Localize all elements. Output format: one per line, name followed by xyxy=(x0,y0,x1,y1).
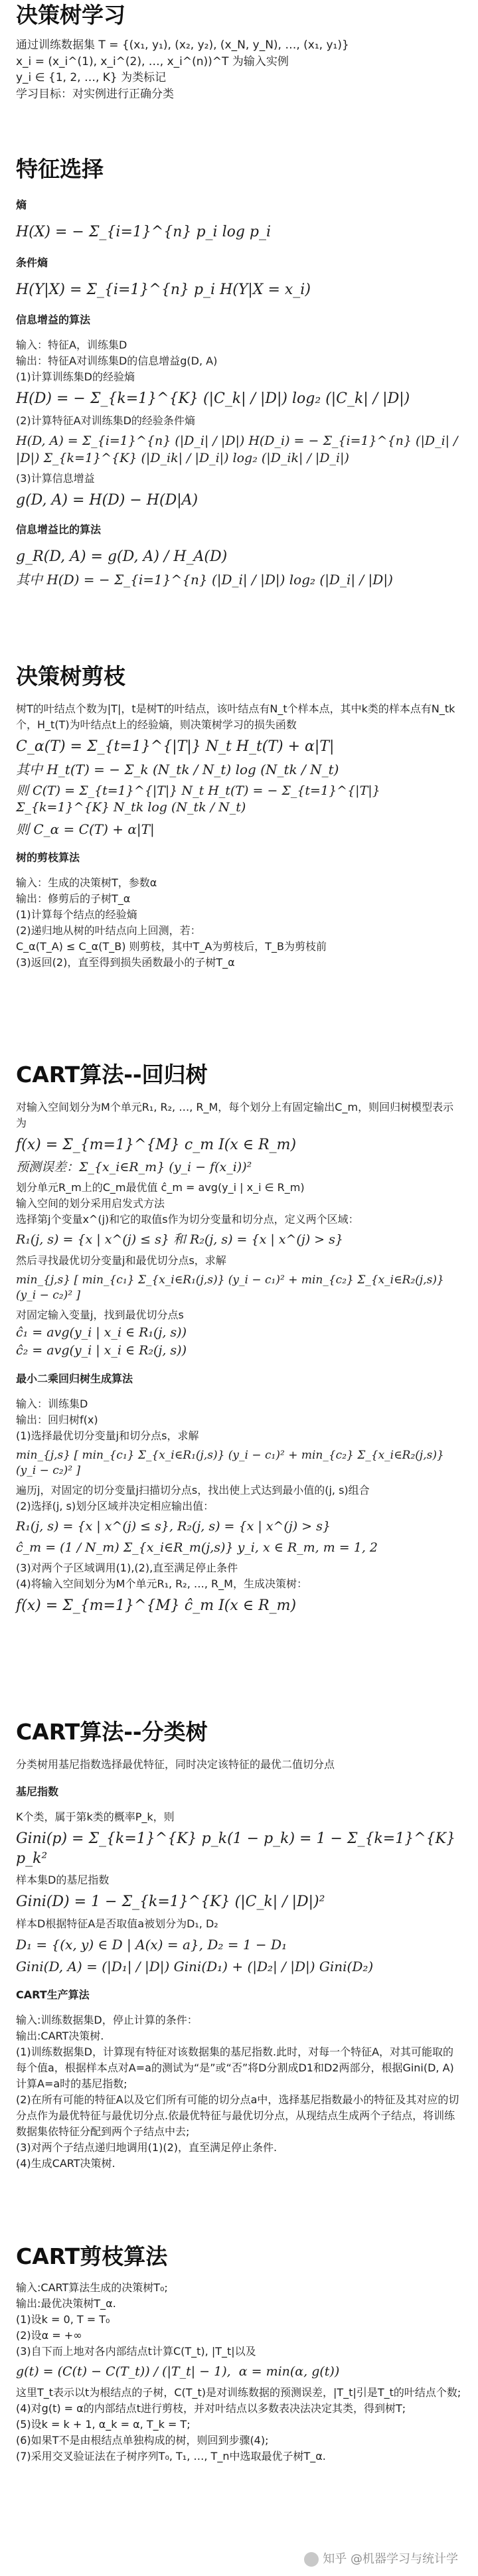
text-line: 选择第j个变量x^(j)和它的取值s作为切分变量和切分点，定义两个区域： xyxy=(16,1213,359,1226)
formula: g(D, A) = H(D) − H(D|A) xyxy=(16,492,199,509)
text-line: 输入空间的划分采用启发式方法 xyxy=(16,1197,165,1210)
formula: H(X) = − Σ_{i=1}^{n} p_i log p_i xyxy=(16,223,272,240)
formula: H(D) = − Σ_{k=1}^{K} (|C_k| / |D|) log₂ (|C_k| / |D|) xyxy=(16,390,410,408)
section-cart-pruning xyxy=(16,2244,462,2464)
text-line: 学习目标：对实例进行正确分类 xyxy=(16,87,174,101)
watermark-text: 知乎 @机器学习与统计学 xyxy=(323,2552,458,2566)
section-cart-classification xyxy=(16,1720,462,2172)
formula: H(Y|X) = Σ_{i=1}^{n} p_i H(Y|X = x_i) xyxy=(16,281,311,298)
formula: min_{j,s} [ min_{c₁} Σ_{x_i∈R₁(j,s)} (y_i − c₁)² + min_{c₂} Σ_{x_i∈R₂(j,s)} (y_i − c₂)² ] xyxy=(16,1449,448,1477)
text-line: 输出:最优决策树T_α. xyxy=(16,2296,116,2310)
formula: ĉ_m = (1 / N_m) Σ_{x_i∈R_m(j,s)} y_i, x ∈ R_m, m = 1, 2 xyxy=(16,1540,378,1555)
formula: ĉ₁ = avg(y_i | x_i ∈ R₁(j, s)) xyxy=(16,1325,187,1340)
formula: Gini(D) = 1 − Σ_{k=1}^{K} (|C_k| / |D|)² xyxy=(16,1893,325,1911)
section-cart-regression xyxy=(16,1062,462,1620)
section-title: 特征选择 xyxy=(16,156,104,182)
text-line: (3)返回(2)，直至得到损失函数最小的子树T_α xyxy=(16,955,235,969)
text-line: (2)计算特征A对训练集D的经验条件熵 xyxy=(16,414,195,427)
text-line: 输入：特征A，训练集D xyxy=(16,339,127,352)
formula: Gini(p) = Σ_{k=1}^{K} p_k(1 − p_k) = 1 − Σ_{k=1}^{K} p_k² xyxy=(16,1830,461,1867)
section-pruning xyxy=(16,664,462,971)
formula: C_α(T) = Σ_{t=1}^{|T|} N_t H_t(T) + α|T| xyxy=(16,738,335,755)
text-line: 通过训练数据集 T = {(x₁, y₁), (x₂, y₂), (x_N, y_N), …, (x₁, y₁)} xyxy=(16,38,349,52)
section-title: CART算法--回归树 xyxy=(16,1062,208,1087)
section-title: 决策树学习 xyxy=(16,2,125,28)
paragraph: 对输入空间划分为M个单元R₁, R₂, …, R_M，每个划分上有固定输出C_m，则回归树模型表示为 xyxy=(16,1100,454,1129)
formula: g_R(D, A) = g(D, A) / H_A(D) xyxy=(16,548,228,565)
subheading: 信息增益的算法 xyxy=(16,313,91,327)
text-line: 分类树用基尼指数选择最优特征，同时决定该特征的最优二值切分点 xyxy=(16,1757,335,1771)
section-title: CART算法--分类树 xyxy=(16,1719,208,1745)
formula: 预测误差：Σ_{x_i∈R_m} (y_i − f(x_i))² xyxy=(16,1159,252,1174)
formula: Gini(D, A) = (|D₁| / |D|) Gini(D₁) + (|D₂| / |D|) Gini(D₂) xyxy=(16,1959,374,1974)
text-line: (5)设k = k + 1, α_k = α, T_k = T; xyxy=(16,2417,191,2431)
formula: H(D, A) = Σ_{i=1}^{n} (|D_i| / |D|) H(D_i) = − Σ_{i=1}^{n} (|D_i| / |D|) Σ_{k=1}^{K} (|D_ik| / |D_i|) log₂ (|D_ik| / |D_i|) xyxy=(16,434,462,465)
formula: 则 C_α = C(T) + α|T| xyxy=(16,821,155,837)
section-feature-selection xyxy=(16,157,462,593)
formula: D₁ = {(x, y) ∈ D | A(x) = a}, D₂ = 1 − D₁ xyxy=(16,1937,287,1953)
subheading: 条件熵 xyxy=(16,256,48,269)
text-line: 输出：修剪后的子树T_α xyxy=(16,892,131,905)
text-line: 对固定输入变量j，找到最优切分点s xyxy=(16,1308,184,1321)
text-line: (7)采用交叉验证法在子树序列T₀, T₁, …, T_n中选取最优子树T_α. xyxy=(16,2449,326,2462)
text-line: x_i = (x_i^(1), x_i^(2), …, x_i^(n))^T 为输入实例 xyxy=(16,54,289,68)
text-line: (2)选择(j, s)划分区域并决定相应输出值： xyxy=(16,1499,214,1512)
subheading: 基尼指数 xyxy=(16,1785,59,1798)
text-line: 输出:CART决策树. xyxy=(16,2030,104,2042)
formula: 其中 H(D) = − Σ_{i=1}^{n} (|D_i| / |D|) log₂ (|D_i| / |D|) xyxy=(16,571,393,588)
text-line: 划分单元R_m上的C_m最优值 ĉ_m = avg(y_i | x_i ∈ R_m) xyxy=(16,1181,305,1194)
formula: f(x) = Σ_{m=1}^{M} c_m I(x ∈ R_m) xyxy=(16,1136,297,1153)
subheading: 树的剪枝算法 xyxy=(16,850,80,864)
subheading: 信息增益比的算法 xyxy=(16,523,102,536)
section-title: 决策树剪枝 xyxy=(16,663,125,689)
text-line: 样本D根据特征A是否取值a被划分为D₁, D₂ xyxy=(16,1917,218,1930)
text-line: K个类，属于第k类的概率P_k，则 xyxy=(16,1810,175,1823)
text-line: (1)计算训练集D的经验熵 xyxy=(16,370,135,384)
formula: f(x) = Σ_{m=1}^{M} ĉ_m I(x ∈ R_m) xyxy=(16,1597,297,1615)
text-line: (2)递归地从树的叶结点向上回测，若： xyxy=(16,924,201,937)
text-line: C_α(T_A) ≤ C_α(T_B) 则剪枝，其中T_A为剪枝后，T_B为剪枝前 xyxy=(16,939,327,953)
subheading: 熵 xyxy=(16,198,27,211)
formula: R₁(j, s) = {x | x^(j) ≤ s}, R₂(j, s) = {x | x^(j) > s} xyxy=(16,1518,331,1534)
text-line: (1)选择最优切分变量j和切分点s，求解 xyxy=(16,1429,199,1443)
text-line: (6)如果T不是由根结点单独构成的树，则回到步骤(4); xyxy=(16,2433,269,2447)
text-line: 输入：训练集D xyxy=(16,1398,88,1411)
text-line: 输出：回归树f(x) xyxy=(16,1413,98,1427)
text-line: (1)设k = 0, T = T₀ xyxy=(16,2312,110,2326)
subheading: CART生产算法 xyxy=(16,1988,90,2001)
text-line: 输入:CART算法生成的决策树T₀; xyxy=(16,2281,168,2294)
text-line: (3)对两个子结点递归地调用(1)(2)，直至满足停止条件. xyxy=(16,2141,278,2154)
text-line: (4)将输入空间划分为M个单元R₁, R₂, …, R_M，生成决策树： xyxy=(16,1577,307,1591)
subheading: 最小二乘回归树生成算法 xyxy=(16,1372,133,1386)
formula: 其中 H_t(T) = − Σ_k (N_tk / N_t) log (N_tk / N_t) xyxy=(16,761,339,777)
section-title: CART剪枝算法 xyxy=(16,2243,168,2269)
formula: g(t) = (C(t) − C(T_t)) / (|T_t| − 1), α = min(α, g(t)) xyxy=(16,2364,340,2379)
text-line: (3)对两个子区域调用(1),(2),直至满足停止条件 xyxy=(16,1562,238,1575)
text-line: 输入:训练数据集D，停止计算的条件： xyxy=(16,2014,198,2026)
text-line: y_i ∈ {1, 2, …, K} 为类标记 xyxy=(16,71,167,85)
text-line: (3)自下而上地对各内部结点t计算C(T_t), |T_t|以及 xyxy=(16,2344,256,2358)
text-line: (3)计算信息增益 xyxy=(16,472,95,485)
formula: R₁(j, s) = {x | x^(j) ≤ s} 和 R₂(j, s) = {x | x^(j) > s} xyxy=(16,1232,343,1248)
zhihu-logo-icon xyxy=(304,2552,319,2567)
text-line: (4)对g(t) = α的内部结点t进行剪枝，并对叶结点以多数表决法决定其类，得到树T; xyxy=(16,2401,406,2415)
text-line: (4)生成CART决策树. xyxy=(16,2157,116,2170)
paragraph: (1)训练数据集D，计算现有特征对该数据集的基尼指数.此时，对每一个特征A，对其可能取的每个值a，根据样本点对A=a的测试为“是”或“否”将D分割成D1和D2两部分，根据Gini(D, A)计算A=a时的基尼指数; xyxy=(16,2046,454,2090)
section-decision-tree-learning xyxy=(16,3,462,103)
paragraph: 树T的叶结点个数为|T|，t是树T的叶结点，该叶结点有N_t个样本点，其中k类的样本点有N_tk个，H_t(T)为叶结点t上的经验熵，则决策树学习的损失函数 xyxy=(16,702,455,731)
paragraph: (2)在所有可能的特征A以及它们所有可能的切分点a中，选择基尼指数最小的特征及其对应的切分点作为最优特征与最优切分点.依最优特征与最优切分点，从现结点生成两个子结点，将训练数据集依特征分配到两个子结点中去; xyxy=(16,2093,459,2138)
formula: 则 C(T) = Σ_{t=1}^{|T|} N_t H_t(T) = − Σ_{t=1}^{|T|} Σ_{k=1}^{K} N_tk log (N_tk / N_t) xyxy=(16,783,384,815)
watermark xyxy=(304,2549,458,2567)
text-line: 输入：生成的决策树T，参数α xyxy=(16,876,157,889)
text-line: 然后寻找最优切分变量j和最优切分点s，求解 xyxy=(16,1253,226,1267)
text-line: 样本集D的基尼指数 xyxy=(16,1874,110,1887)
text-line: 输出：特征A对训练集D的信息增益g(D, A) xyxy=(16,355,218,368)
formula: min_{j,s} [ min_{c₁} Σ_{x_i∈R₁(j,s)} (y_i − c₁)² + min_{c₂} Σ_{x_i∈R₂(j,s)} (y_i − c₂)² ] xyxy=(16,1273,448,1302)
paragraph: 这里T_t表示以t为根结点的子树，C(T_t)是对训练数据的预测误差，|T_t|引是T_t的叶结点个数; xyxy=(16,2385,461,2399)
formula: ĉ₂ = avg(y_i | x_i ∈ R₂(j, s)) xyxy=(16,1343,187,1358)
text-line: (2)设α = +∞ xyxy=(16,2328,82,2342)
text-line: (1)计算每个结点的经验熵 xyxy=(16,908,137,921)
text-line: 遍历j，对固定的切分变量j扫描切分点s，找出使上式达到最小值的(j, s)组合 xyxy=(16,1483,370,1496)
